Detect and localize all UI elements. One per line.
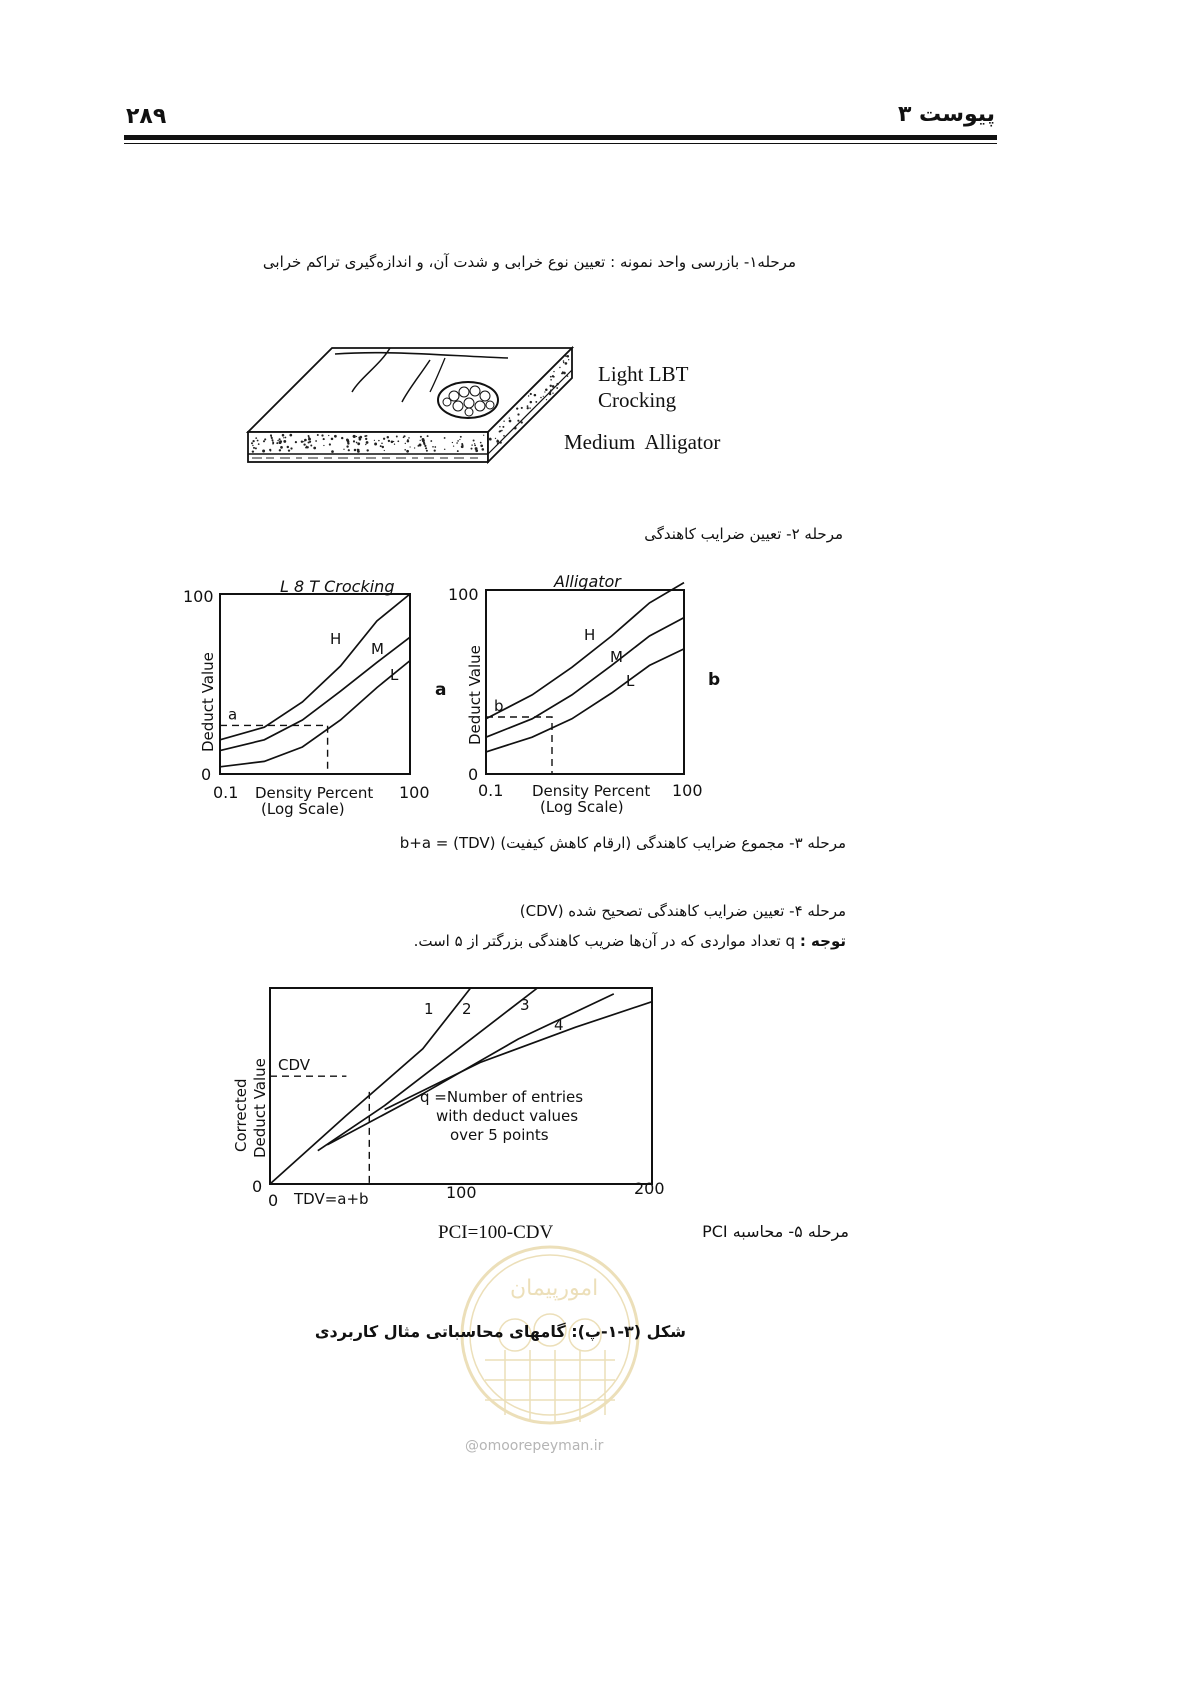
aggregate-dot — [452, 442, 453, 443]
chart2-xtick-100: 100 — [672, 781, 703, 800]
aggregate-dot — [315, 440, 317, 442]
watermark-brand: امورپیمان — [510, 1276, 599, 1301]
aggregate-dot — [423, 443, 425, 445]
aggregate-dot — [279, 440, 282, 443]
aggregate-dot — [263, 440, 265, 442]
aggregate-dot — [550, 379, 552, 381]
aggregate-dot — [556, 387, 558, 389]
aggregate-dot — [535, 401, 537, 403]
chart2-side-label: b — [708, 670, 721, 690]
step3-text — [400, 834, 846, 852]
aggregate-dot — [309, 441, 311, 443]
chart1-xtick-100: 100 — [399, 783, 430, 802]
aggregate-dot — [272, 440, 273, 441]
aggregate-dot — [530, 393, 532, 395]
chart1-series-L — [220, 661, 410, 767]
chart3-series-1 — [270, 988, 471, 1184]
aggregate-dot — [473, 440, 475, 442]
aggregate-dot — [394, 444, 395, 445]
aggregate-dot — [408, 437, 410, 439]
aggregate-dot — [563, 372, 566, 375]
aggregate-dot — [499, 431, 501, 433]
aggregate-dot — [381, 443, 383, 445]
step3-line: مرحله ۳- مجموع ضرایب کاهندگی (ارقام کاهش کیفیت) b+a = (TDV) — [399, 834, 846, 852]
aggregate-dot — [358, 449, 359, 450]
aggregate-dot — [552, 393, 553, 394]
header-rule-thick — [124, 135, 997, 140]
aggregate-dot — [307, 446, 309, 448]
aggregate-dot — [550, 376, 552, 378]
aggregate-dot — [289, 434, 292, 437]
aggregate-dot — [509, 420, 512, 423]
aggregate-dot — [460, 436, 462, 438]
aggregate-dot — [549, 385, 551, 387]
aggregate-dot — [534, 394, 537, 397]
alligator-patch — [438, 382, 498, 418]
step1-text: مرحله۱- بازرسی واحد نمونه : تعیین نوع خرابی و شدت آن، و اندازه‌گیری تراکم خرابی — [262, 253, 796, 271]
aggregate-dot — [374, 440, 375, 441]
aggregate-dot — [364, 435, 366, 437]
chart3-series-label-3: 3 — [520, 996, 530, 1014]
figure-caption: شکل (۳-۱-پ): گامهای محاسباتی مثال کاربردی — [314, 1322, 686, 1341]
aggregate-dot — [567, 355, 570, 358]
chart-alligator — [444, 570, 744, 830]
aggregate-dot — [280, 446, 283, 449]
aggregate-dot — [279, 438, 281, 440]
aggregate-dot — [396, 436, 398, 438]
aggregate-dot — [444, 449, 445, 450]
aggregate-dot — [334, 435, 337, 438]
aggregate-dot — [354, 449, 357, 452]
aggregate-dot — [283, 437, 284, 438]
aggregate-dot — [509, 417, 510, 418]
aggregate-dot — [252, 440, 254, 442]
aggregate-dot — [550, 389, 552, 391]
chart3-series-label-4: 4 — [554, 1016, 564, 1034]
aggregate-dot — [453, 445, 454, 446]
aggregate-dot — [310, 445, 312, 447]
aggregate-dot — [356, 436, 357, 437]
aggregate-dot — [461, 445, 464, 448]
aggregate-dot — [283, 440, 286, 443]
pci-formula: PCI=100-CDV — [438, 1222, 554, 1243]
pavement-block-illustration — [240, 340, 580, 475]
aggregate-dot — [341, 437, 343, 439]
aggregate-dot — [426, 450, 428, 452]
aggregate-dot — [481, 445, 482, 446]
aggregate-dot — [540, 397, 542, 399]
aggregate-dot — [353, 435, 356, 438]
aggregate-dot — [378, 440, 379, 441]
aggregate-dot — [414, 447, 415, 448]
aggregate-dot — [303, 441, 304, 442]
chart3-xlabel: TDV=a+b — [294, 1190, 369, 1208]
aggregate-dot — [422, 439, 425, 442]
aggregate-dot — [393, 441, 394, 442]
chart1-xlabel-2: (Log Scale) — [261, 800, 345, 818]
aggregate-dot — [516, 407, 518, 409]
aggregate-dot — [517, 420, 519, 422]
aggregate-dot — [549, 393, 551, 395]
aggregate-dot — [303, 443, 305, 445]
chart1-side-label: a — [435, 680, 447, 700]
aggregate-dot — [432, 446, 434, 448]
chart1-annotation-label: a — [228, 705, 238, 724]
aggregate-dot — [357, 450, 360, 453]
aggregate-dot — [499, 426, 500, 427]
aggregate-dot — [501, 430, 503, 432]
chart1-title: L 8 T Crocking — [280, 577, 395, 596]
aggregate-dot — [317, 434, 319, 436]
aggregate-dot — [425, 447, 427, 449]
chart2-ytick-0: 0 — [468, 765, 479, 784]
chart1-series-label-M: M — [371, 640, 384, 658]
aggregate-dot — [407, 440, 410, 443]
aggregate-dot — [313, 447, 316, 450]
chart3-note-line2: with deduct values — [436, 1107, 579, 1125]
aggregate-dot — [343, 449, 344, 450]
aggregate-dot — [471, 448, 473, 450]
aggregate-dot — [424, 445, 426, 447]
aggregate-dot — [252, 445, 253, 446]
aggregate-dot — [457, 440, 459, 442]
chart2-series-L — [486, 649, 684, 752]
chart2-title: Alligator — [554, 572, 621, 591]
chart3-ytick-0: 0 — [252, 1177, 263, 1196]
chart3-cdv-label: CDV — [278, 1056, 311, 1075]
aggregate-dot — [559, 367, 560, 368]
aggregate-dot — [489, 438, 492, 441]
aggregate-dot — [527, 407, 529, 409]
label-light-lbt: Light LBT — [598, 362, 689, 386]
aggregate-dot — [456, 442, 458, 444]
chart2-series-H — [486, 583, 684, 719]
aggregate-dot — [331, 450, 334, 453]
aggregate-dot — [264, 438, 266, 440]
aggregate-dot — [444, 437, 446, 439]
aggregate-dot — [262, 450, 265, 453]
aggregate-dot — [380, 445, 382, 447]
aggregate-dot — [427, 435, 429, 437]
aggregate-dot — [359, 438, 362, 441]
header-rule-thin — [124, 143, 997, 144]
aggregate-dot — [384, 450, 385, 451]
aggregate-dot — [255, 437, 257, 439]
aggregate-dot — [474, 443, 475, 444]
aggregate-dot — [323, 445, 324, 446]
aggregate-dot — [483, 435, 484, 436]
aggregate-dot — [366, 441, 368, 443]
aggregate-dot — [482, 448, 485, 451]
aggregate-dot — [387, 436, 389, 438]
aggregate-dot — [521, 407, 523, 409]
aggregate-dot — [323, 438, 325, 440]
aggregate-dot — [459, 439, 460, 440]
step4-note-label: توجه : — [799, 932, 846, 950]
chart2-ylabel: Deduct Value — [466, 645, 484, 745]
aggregate-dot — [405, 443, 406, 444]
chart3-ylabel: Corrected — [232, 1078, 250, 1152]
aggregate-dot — [543, 396, 544, 397]
aggregate-dot — [474, 445, 476, 447]
chart3-xtick-200: 200 — [634, 1179, 665, 1198]
aggregate-dot — [403, 437, 405, 439]
label-crocking: Crocking — [598, 388, 677, 412]
aggregate-dot — [556, 383, 558, 385]
aggregate-dot — [295, 441, 297, 443]
chart1-xlabel: Density Percent — [255, 784, 374, 802]
aggregate-dot — [497, 443, 499, 445]
aggregate-dot — [546, 399, 547, 400]
aggregate-dot — [282, 434, 285, 437]
step4-note — [414, 932, 846, 950]
aggregate-dot — [527, 405, 529, 407]
aggregate-dot — [346, 445, 348, 447]
aggregate-dot — [255, 447, 257, 449]
aggregate-dot — [304, 439, 306, 441]
aggregate-dot — [420, 440, 421, 441]
aggregate-dot — [353, 440, 355, 442]
aggregate-dot — [503, 435, 505, 437]
chart3-series-label-2: 2 — [462, 1000, 472, 1018]
aggregate-dot — [328, 435, 329, 436]
aggregate-dot — [270, 435, 272, 437]
aggregate-dot — [503, 420, 504, 421]
chart3-ylabel-2: Deduct Value — [251, 1058, 269, 1158]
chart1-xtick-0.1: 0.1 — [213, 783, 239, 802]
watermark-url: @omoorepeyman.ir — [465, 1438, 604, 1454]
aggregate-dot — [388, 440, 390, 442]
chart3-note-line3: over 5 points — [450, 1126, 549, 1144]
aggregate-dot — [321, 434, 323, 436]
chart2-annotation-label: b — [494, 697, 504, 715]
aggregate-dot — [561, 372, 563, 374]
aggregate-dot — [495, 438, 496, 439]
aggregate-dot — [545, 388, 548, 391]
aggregate-dot — [471, 444, 472, 445]
aggregate-dot — [553, 371, 554, 372]
chart2-series-label-M: M — [610, 648, 623, 666]
aggregate-dot — [563, 362, 565, 364]
step4-text: مرحله ۴- تعیین ضرایب کاهندگی تصحیح شده (CDV) — [519, 902, 846, 920]
aggregate-dot — [290, 447, 292, 449]
chart2-xtick-0.1: 0.1 — [478, 781, 504, 800]
aggregate-dot — [563, 360, 565, 362]
aggregate-dot — [365, 444, 366, 445]
aggregate-dot — [552, 375, 554, 377]
aggregate-dot — [287, 446, 289, 448]
aggregate-dot — [406, 450, 409, 453]
chart2-annotation-guide — [486, 717, 552, 774]
aggregate-dot — [356, 442, 358, 444]
aggregate-dot — [496, 440, 499, 443]
step2-text: مرحله ۲- تعیین ضرایب کاهندگی — [644, 525, 843, 543]
aggregate-dot — [276, 442, 278, 444]
aggregate-dot — [331, 438, 334, 441]
step4-note-text: q تعداد مواردی که در آن‌ها ضریب کاهندگی بزرگتر از ۵ است. — [413, 932, 800, 950]
aggregate-dot — [270, 450, 272, 452]
aggregate-dot — [348, 449, 350, 451]
aggregate-dot — [366, 449, 368, 451]
chart-corrected-deduct-value — [228, 980, 688, 1220]
chart2-ytick-100: 100 — [448, 585, 479, 604]
aggregate-dot — [521, 421, 523, 423]
step5-text: مرحله ۵- محاسبه PCI — [702, 1222, 849, 1241]
aggregate-dot — [279, 449, 281, 451]
aggregate-dot — [288, 449, 290, 451]
aggregate-dot — [409, 446, 410, 447]
aggregate-dot — [271, 438, 272, 439]
aggregate-dot — [457, 450, 459, 452]
chart3-plot-frame — [270, 988, 652, 1184]
section-title: پیوست ۳ — [897, 102, 995, 127]
chart1-annotation-guide — [220, 725, 328, 774]
chart3-xtick-100: 100 — [446, 1183, 477, 1202]
chart2-xlabel: Density Percent — [532, 782, 651, 800]
aggregate-dot — [514, 427, 517, 430]
aggregate-dot — [434, 446, 436, 448]
aggregate-dot — [475, 447, 478, 450]
aggregate-dot — [502, 426, 504, 428]
chart3-note-line1: q =Number of entries — [420, 1088, 584, 1106]
aggregate-dot — [277, 440, 278, 441]
aggregate-dot — [308, 438, 311, 441]
chart2-xlabel-2: (Log Scale) — [540, 798, 624, 816]
aggregate-dot — [357, 442, 360, 445]
aggregate-dot — [544, 391, 545, 392]
aggregate-dot — [528, 395, 529, 396]
chart1-series-label-L: L — [390, 666, 399, 684]
aggregate-dot — [500, 441, 502, 443]
label-medium-alligator: Medium Alligator — [564, 430, 721, 454]
aggregate-dot — [374, 443, 377, 446]
chart3-xtick-0: 0 — [268, 1191, 279, 1210]
aggregate-dot — [258, 443, 260, 445]
aggregate-dot — [404, 449, 406, 451]
chart1-ytick-100: 100 — [183, 587, 214, 606]
aggregate-dot — [434, 450, 436, 452]
aggregate-dot — [257, 440, 259, 442]
aggregate-dot — [419, 444, 422, 447]
aggregate-dot — [552, 385, 555, 388]
aggregate-dot — [420, 436, 422, 438]
aggregate-dot — [397, 440, 399, 442]
aggregate-dot — [567, 375, 569, 377]
aggregate-dot — [430, 440, 432, 442]
aggregate-dot — [568, 359, 569, 360]
aggregate-dot — [480, 442, 482, 444]
aggregate-dot — [529, 407, 530, 408]
aggregate-dot — [273, 443, 274, 444]
chart2-series-label-L: L — [626, 672, 635, 690]
chart1-ytick-0: 0 — [201, 765, 212, 784]
chart3-series-label-1: 1 — [424, 1000, 434, 1018]
chart1-series-H — [220, 594, 410, 740]
chart1-ylabel: Deduct Value — [199, 652, 217, 752]
aggregate-dot — [383, 438, 385, 440]
aggregate-dot — [365, 438, 367, 440]
aggregate-dot — [251, 442, 253, 444]
aggregate-dot — [517, 413, 519, 415]
chart2-series-label-H: H — [584, 626, 596, 644]
chart-lbt-crocking — [175, 570, 475, 830]
aggregate-dot — [252, 450, 254, 452]
aggregate-dot — [347, 440, 350, 443]
aggregate-dot — [253, 447, 255, 449]
aggregate-dot — [565, 362, 568, 365]
aggregate-dot — [530, 401, 532, 403]
chart2-plot-frame — [486, 590, 684, 774]
aggregate-dot — [285, 437, 287, 439]
aggregate-dot — [301, 440, 303, 442]
aggregate-dot — [329, 443, 331, 445]
page-number: ۲۸۹ — [126, 104, 167, 129]
aggregate-dot — [382, 446, 384, 448]
chart1-series-label-H: H — [330, 630, 342, 648]
aggregate-dot — [391, 441, 394, 444]
